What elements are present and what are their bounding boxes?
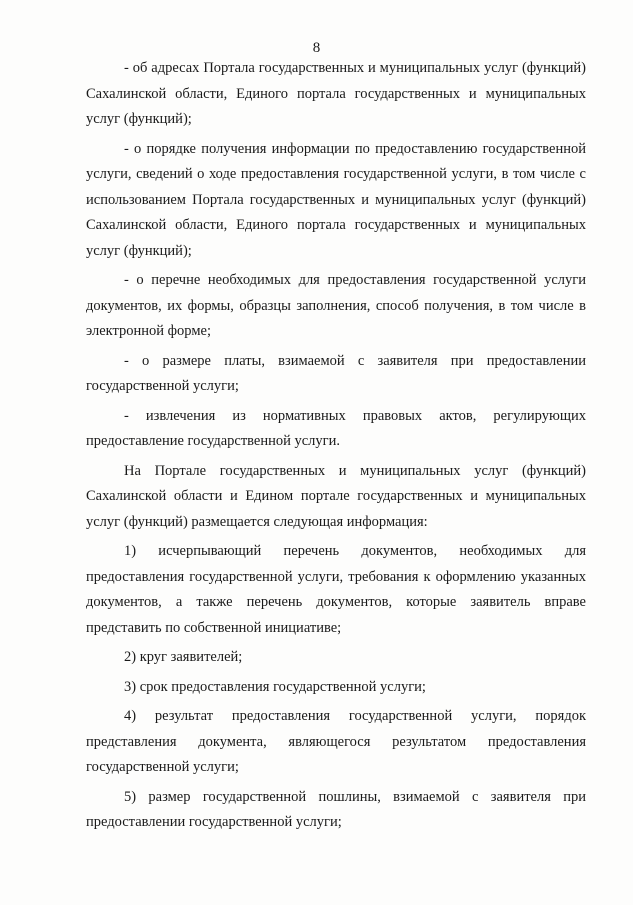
paragraph-documents-list: - о перечне необходимых для предоставления государственной услуги документов, их формы, образцы заполнения, способ получения, в том числе в электронной форме;	[86, 272, 586, 339]
list-item-4: 4) результат предоставления государственной услуги, порядок представления документа, являющегося результатом предоставления государственной услуги;	[86, 708, 586, 775]
document-text	[86, 56, 586, 836]
paragraph-legal-extracts: - извлечения из нормативных правовых актов, регулирующих предоставление государственной услуги.	[86, 407, 586, 449]
list-item-1: 1) исчерпывающий перечень документов, необходимых для предоставления государственной услуги, требования к оформлению указанных документов, а также перечень документов, которые заявитель вправе представить по собственной инициативе;	[86, 543, 586, 636]
paragraph-information-procedure: - о порядке получения информации по предоставлению государственной услуги, сведений о ходе предоставления государственной услуги, в том числе с использованием Портала государственных и муниципальных услуг (функций) Сахалинской области, Единого портала государственных и муниципальных услуг (функций);	[86, 140, 586, 259]
paragraph-fee-amount: - о размере платы, взимаемой с заявителя при предоставлении государственной услуги;	[86, 352, 586, 394]
list-item-5: 5) размер государственной пошлины, взимаемой с заявителя при предоставлении государственной услуги;	[86, 788, 586, 830]
list-item-3: 3) срок предоставления государственной услуги;	[124, 678, 426, 695]
page-number: 8	[312, 40, 321, 56]
list-item-2: 2) круг заявителей;	[124, 649, 243, 665]
paragraph-portal-information-intro: На Портале государственных и муниципальных услуг (функций) Сахалинской области и Едином портале государственных и муниципальных услуг (функций) размещается следующая информация:	[86, 462, 586, 530]
paragraph-portal-addresses: - об адресах Портала государственных и муниципальных услуг (функций) Сахалинской области, Единого портала государственных и муниципальных услуг (функций);	[86, 60, 586, 127]
